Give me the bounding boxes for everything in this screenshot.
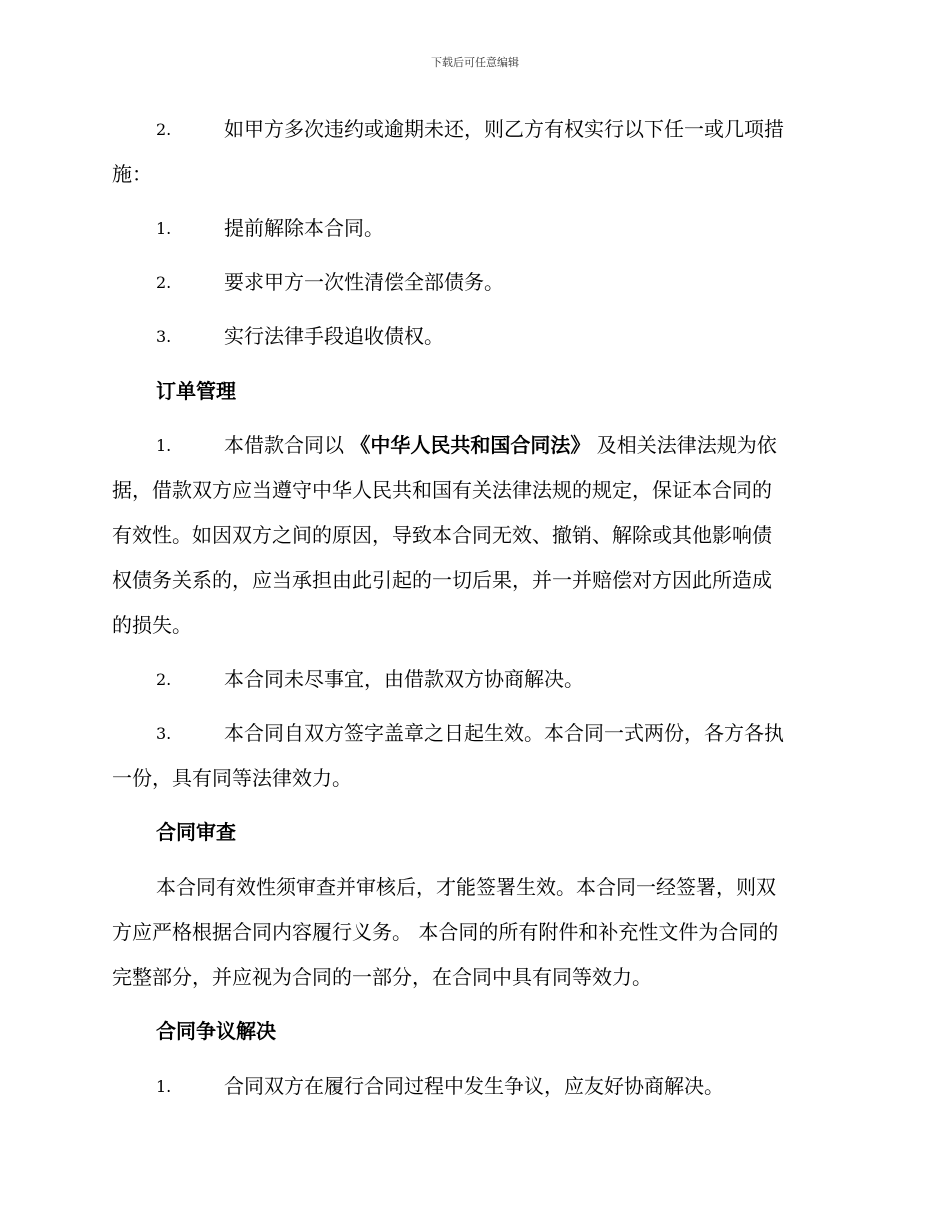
list-item-text: 要求甲方一次性清偿全部债务。 (224, 270, 504, 294)
list-number: 2. (156, 273, 172, 292)
text-segment: 本借款合同以 (224, 433, 344, 457)
paragraph-line: 的损失。 (112, 613, 192, 637)
list-item-text: 如甲方多次违约或逾期未还，则乙方有权实行以下任一或几项措 (224, 117, 784, 141)
paragraph-line: 一份，具有同等法律效力。 (112, 766, 352, 790)
paragraph-line: 完整部分，并应视为合同的一部分，在合同中具有同等效力。 (112, 965, 652, 989)
page-header: 下载后可任意编辑 (431, 56, 519, 69)
paragraph-line: 有效性。如因双方之间的原因，导致本合同无效、撤销、解除或其他影响债 (112, 523, 772, 547)
paragraph-line: 方应严格根据合同内容履行义务。 本合同的所有附件和补充性文件为合同的 (112, 920, 779, 944)
paragraph-line: 据，借款双方应当遵守中华人民共和国有关法律法规的规定，保证本合同的 (112, 478, 772, 502)
list-item-text: 本合同未尽事宜，由借款双方协商解决。 (224, 667, 584, 691)
list-number: 1. (156, 1077, 172, 1096)
list-item-text: 本合同自双方签字盖章之日起生效。本合同一式两份，各方各执 (224, 721, 784, 745)
list-number: 3. (156, 724, 172, 743)
section-heading: 订单管理 (156, 379, 236, 403)
list-number: 1. (156, 219, 172, 238)
list-item-text: 实行法律手段追收债权。 (224, 324, 444, 348)
list-number: 2. (156, 670, 172, 689)
paragraph-line: 本合同有效性须审查并审核后，才能签署生效。本合同一经签署，则双 (156, 875, 776, 899)
section-heading: 合同争议解决 (156, 1019, 276, 1043)
section-heading: 合同审查 (156, 820, 236, 844)
list-number: 1. (156, 436, 172, 455)
text-segment: 及相关法律法规为依 (596, 433, 777, 457)
paragraph-line: 权债务关系的，应当承担由此引起的一切后果，并一并赔偿对方因此所造成 (112, 568, 772, 592)
list-item-text (224, 434, 777, 456)
list-number: 3. (156, 327, 172, 346)
list-item-text-continued: 施： (112, 162, 152, 186)
list-item-text: 合同双方在履行合同过程中发生争议，应友好协商解决。 (224, 1074, 724, 1098)
list-item-text: 提前解除本合同。 (224, 216, 384, 240)
list-number: 2. (156, 120, 172, 139)
law-title: 《中华人民共和国合同法》 (350, 433, 591, 457)
